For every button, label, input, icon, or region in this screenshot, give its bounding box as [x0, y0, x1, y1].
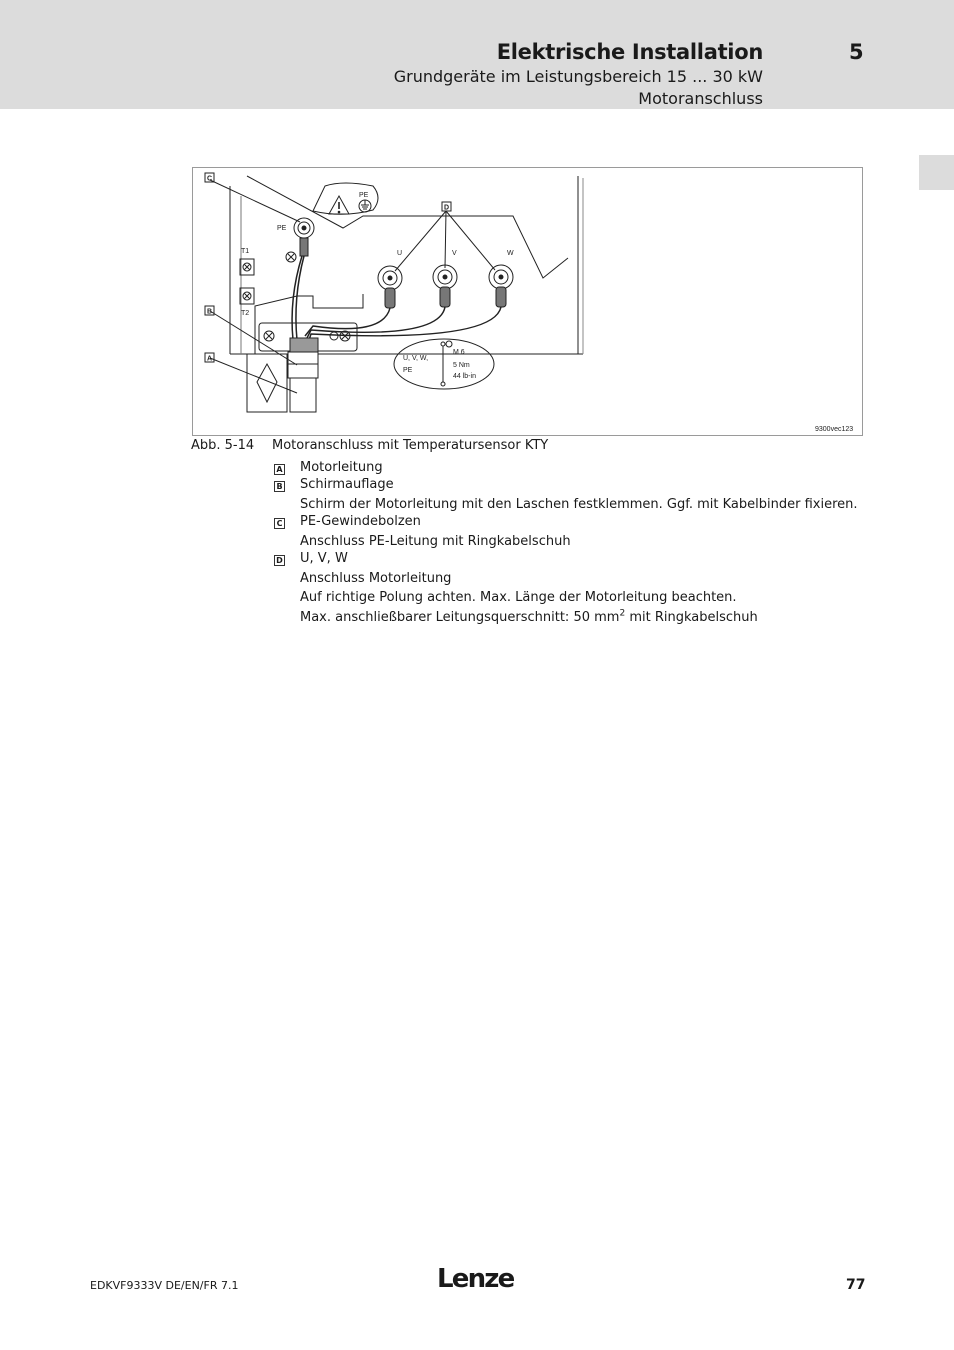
- torque-nm-label: 5 Nm: [453, 362, 470, 369]
- callout-a-line: [210, 358, 297, 393]
- figure-caption-text: Motoranschluss mit Temperatursensor KTY: [272, 438, 549, 453]
- legend-d-text2: Auf richtige Polung achten. Max. Länge der Motorleitung beachten.: [300, 590, 737, 605]
- legend-a-title: Motorleitung: [300, 460, 383, 475]
- legend-d-text3-a: Max. anschließbarer Leitungsquerschnitt: 50 mm: [300, 610, 620, 625]
- lug-v: [440, 287, 450, 307]
- pe-ring-lug: [300, 238, 308, 256]
- callout-d-line-u: [395, 211, 446, 271]
- subsection-title: Motoranschluss: [638, 89, 763, 108]
- terminal-w-icon: [489, 265, 513, 289]
- motor-connection-figure: [192, 167, 863, 436]
- chapter-number: 5: [849, 40, 864, 64]
- legend-d-text3-sup: 2: [619, 608, 626, 619]
- clamp-screw-left-icon: [264, 331, 274, 341]
- callout-a-key: A: [206, 355, 213, 363]
- figure-code: 9300vec123: [815, 426, 854, 433]
- lug-u: [385, 288, 395, 308]
- lug-w: [496, 287, 506, 307]
- legend-d-text3: [300, 610, 758, 626]
- cable-clamp: [288, 352, 318, 378]
- legend-b-text: Schirm der Motorleitung mit den Laschen festklemmen. Ggf. mit Kabelbinder fixieren.: [300, 497, 858, 512]
- terminal-u-icon: [378, 266, 402, 290]
- torque-dial-icon: [446, 341, 452, 347]
- housing-cover-outline: [247, 176, 568, 278]
- mounting-rail: [247, 354, 287, 412]
- callout-b-key: B: [206, 308, 213, 316]
- terminal-t1-icon: [240, 259, 254, 275]
- callout-b-line: [210, 311, 297, 365]
- legend-key-d: D: [274, 555, 285, 566]
- legend-d-text3-b: mit Ringkabelschuh: [625, 610, 758, 625]
- legend-key-c: C: [274, 518, 285, 529]
- conductor-pe: [296, 256, 304, 340]
- figure-caption-number: Abb. 5-14: [191, 438, 255, 453]
- terminal-w-label: W: [507, 250, 514, 257]
- terminal-t2-label: T2: [241, 310, 250, 317]
- callout-d-key: D: [443, 204, 450, 212]
- header-band: [0, 0, 954, 109]
- section-title: Grundgeräte im Leistungsbereich 15 ... 30 kW: [393, 67, 763, 86]
- legend-key-a: A: [274, 464, 285, 475]
- callout-d-line-v: [445, 211, 446, 268]
- motor-cable: [290, 378, 316, 412]
- callout-c-line: [210, 180, 300, 222]
- wrench-icon: [441, 342, 445, 386]
- callout-d-line-w: [446, 211, 495, 270]
- chapter-tab-marker: [919, 155, 954, 190]
- chapter-title: Elektrische Installation: [496, 40, 763, 64]
- page-number: 77: [846, 1277, 866, 1293]
- legend-c-text: Anschluss PE-Leitung mit Ringkabelschuh: [300, 534, 571, 549]
- terminal-t1-label: T1: [241, 248, 250, 255]
- torque-size-label: M 6: [453, 349, 465, 356]
- terminal-v-label: V: [452, 250, 457, 257]
- clamp-screw-right2-icon: [330, 332, 338, 340]
- torque-pe-label: PE: [403, 367, 413, 374]
- rail-slot-icon: [257, 364, 277, 402]
- legend-key-b: B: [274, 481, 285, 492]
- terminal-t2-icon: [240, 288, 254, 304]
- legend-d-title: U, V, W: [300, 551, 348, 566]
- torque-terminals-label: U, V, W,: [403, 355, 429, 362]
- shield-sleeve: [290, 338, 318, 352]
- document-id: EDKVF9333V DE/EN/FR 7.1: [90, 1279, 239, 1292]
- torque-lbin-label: 44 lb-in: [453, 373, 476, 380]
- wiring-diagram: [193, 168, 864, 437]
- terminal-v-icon: [433, 265, 457, 289]
- ground-symbol-icon: [359, 200, 371, 212]
- terminal-u-label: U: [397, 250, 403, 257]
- legend-d-text1: Anschluss Motorleitung: [300, 571, 452, 586]
- torque-label: [394, 339, 494, 389]
- screw-icon: [286, 252, 296, 262]
- callout-c-key: C: [206, 175, 213, 183]
- lenze-logo: Lenze: [437, 1264, 514, 1294]
- pe-warning-label: PE: [359, 192, 369, 199]
- pe-bolt-label: PE: [277, 225, 287, 232]
- legend-c-title: PE-Gewindebolzen: [300, 514, 421, 529]
- legend-b-title: Schirmauflage: [300, 477, 394, 492]
